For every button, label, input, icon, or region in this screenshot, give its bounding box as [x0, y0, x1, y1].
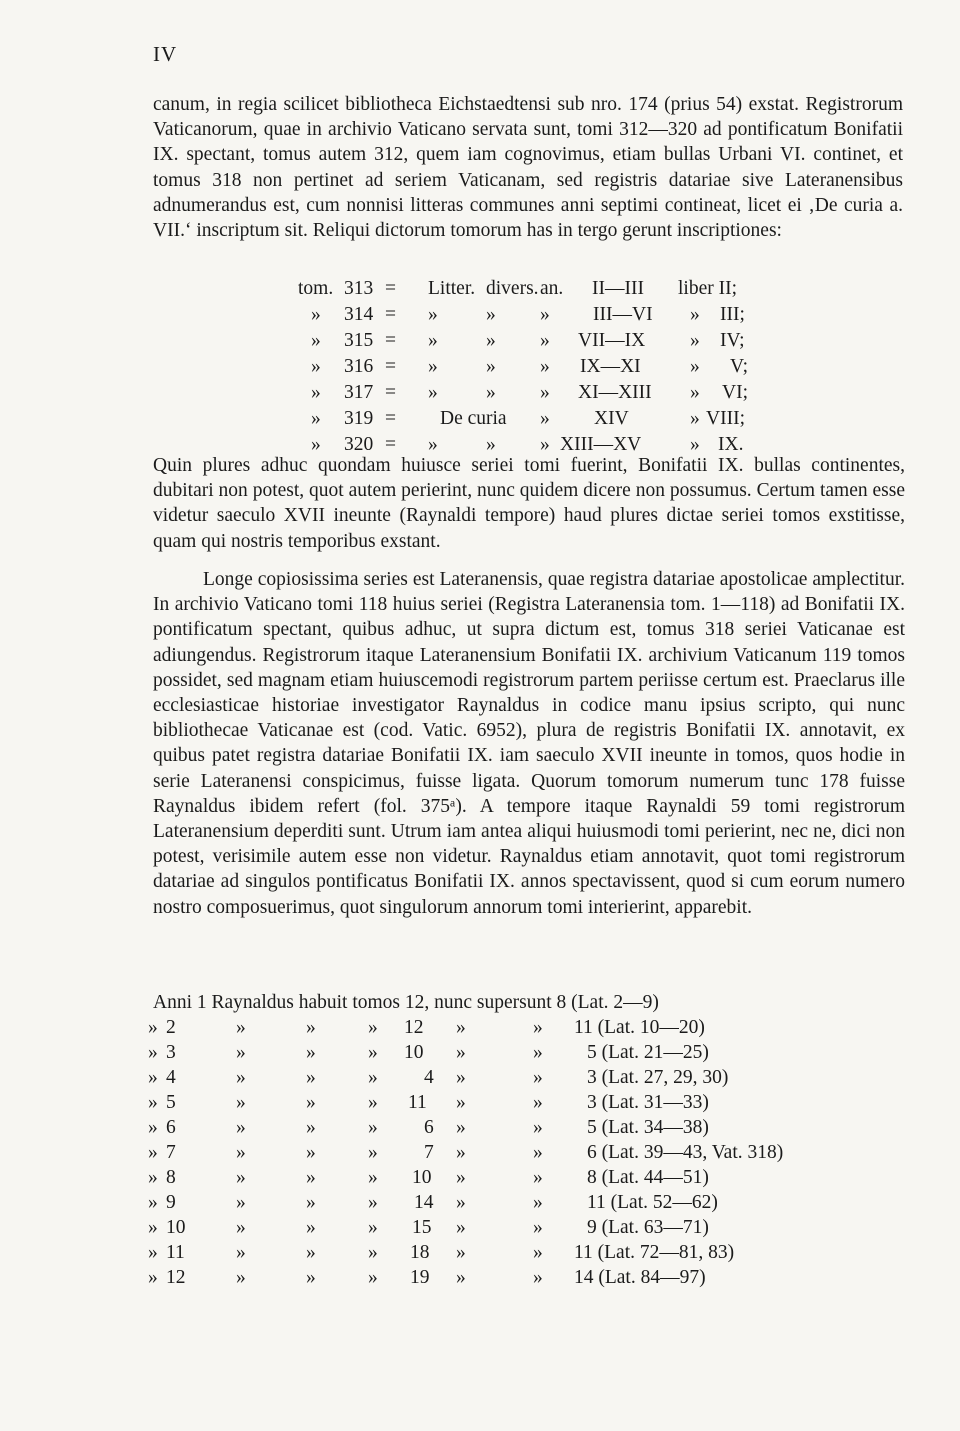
- ditto-mark: »: [148, 1042, 158, 1063]
- ditto-mark: »: [368, 1217, 378, 1238]
- year-range: XI—XIII: [578, 382, 652, 403]
- tomes-extant: 3 (Lat. 27, 29, 30): [587, 1067, 729, 1088]
- ditto-mark: »: [306, 1117, 316, 1138]
- anni-row: [0, 1067, 960, 1091]
- ditto-mark: »: [148, 1017, 158, 1038]
- liber-number: III;: [720, 304, 745, 325]
- tomes-had: 15: [412, 1217, 432, 1238]
- anni-row: [0, 1092, 960, 1116]
- ditto-mark: »: [148, 1167, 158, 1188]
- tomes-extant: 3 (Lat. 31—33): [587, 1092, 709, 1113]
- liber-number: IX.: [718, 434, 744, 455]
- ditto-mark: »: [456, 1192, 466, 1213]
- year-number: 8: [166, 1167, 176, 1188]
- year-number: 7: [166, 1142, 176, 1163]
- ditto-mark: »: [456, 1042, 466, 1063]
- ditto-mark: »: [148, 1092, 158, 1113]
- ditto-mark: »: [533, 1092, 543, 1113]
- ditto-mark: »: [690, 408, 700, 429]
- ditto-mark: »: [486, 304, 496, 325]
- liber-number: VI;: [722, 382, 748, 403]
- ditto-mark: »: [540, 330, 550, 351]
- ditto-mark: »: [540, 304, 550, 325]
- ditto-mark: »: [236, 1067, 246, 1088]
- ditto-mark: »: [148, 1142, 158, 1163]
- paragraph-registra-vaticana: canum, in regia scilicet bibliotheca Eichstaedtensi sub nro. 174 (prius 54) exstat. Registrorum Vaticanorum, quae in archivio Vaticano servata sunt, tomi 312—320 ad pontificatum Bonifatii IX. spectant, tomus autem 312, quem iam cognovimus, etiam bullas Urbani VI. continet, et tomus 318 non pertinet ad seriem Vaticanam, sed registris datariae sive Lateranensibus adnumerandus est, cum nonnisi litteras communes anni septimi contineat, licet ei ‚De curia a. VII.‘ inscriptum sit. Reliqui dictorum tomorum has in tergo gerunt inscriptiones:: [153, 94, 903, 242]
- ditto-mark: »: [428, 434, 438, 455]
- tomes-had: 18: [410, 1242, 430, 1263]
- ditto-mark: »: [306, 1142, 316, 1163]
- liber-number: VIII;: [706, 408, 745, 429]
- anni-row: [0, 1117, 960, 1141]
- ditto-mark: »: [306, 1192, 316, 1213]
- ditto-mark: »: [306, 1242, 316, 1263]
- ditto-mark: »: [236, 1117, 246, 1138]
- tomes-extant: 8 (Lat. 44—51): [587, 1167, 709, 1188]
- equals-sign: =: [385, 356, 396, 377]
- paragraph-lateranensis: Longe copiosissima series est Lateranensis, quae registra datariae apostolicae amplectitur. In archivio Vaticano tomi 118 huius seriei (Registra Lateranensia tom. 1—118) ad Bonifatii IX. pontificatum spectant, quibus adhuc, ut supra dictum est, tomus 318 seriei Vaticanae est adiungendus. Registrorum itaque Lateranensium Bonifatii IX. archivium Vaticanum 119 tomos possidet, sed magnam etiam huiuscemodi registrorum partem periisse certum est. Praeclarus ille ecclesiasticae historiae investigator Raynaldus in codice manu ipsius scripto, qui nunc bibliothecae Vaticanae est (cod. Vatic. 6952), plura de registris Bonifatii IX. annotavit, ex quibus patet registra datariae Bonifatii IX. iam saeculo XVII ineunte in tomos, quos hodie in serie Lateranensi conspicimus, fuisse ligata. Quorum tomorum numerum tunc 178 fuisse Raynaldus ibidem refert (fol. 375ᵃ). A tempore itaque Raynaldi 59 tomi registrorum Lateranensium deperditi sunt. Utrum iam antea aliqui huiusmodi tomi perierint, nec ne, dici non potest, verisimile autem esse non videtur. Raynaldus etiam annotavit, quot tomi registrorum datariae ad singulos pontificatus Bonifatii IX. annos spectavissent, quod si cum eorum numero nostro composuerimus, quot singulorum annorum tomi interierint, apparebit.: [153, 569, 905, 918]
- tomes-had: 10: [404, 1042, 424, 1063]
- anni-row: [0, 1142, 960, 1166]
- ditto-mark: »: [306, 1042, 316, 1063]
- ditto-mark: »: [236, 1092, 246, 1113]
- year-number: 10: [166, 1217, 186, 1238]
- tome-number: 313: [344, 278, 374, 299]
- ditto-mark: »: [311, 382, 321, 403]
- ditto-mark: »: [486, 382, 496, 403]
- year-number: 11: [166, 1242, 185, 1263]
- ditto-mark: »: [306, 1267, 316, 1288]
- ditto-mark: »: [306, 1217, 316, 1238]
- year-range: II—III: [592, 278, 644, 299]
- ditto-mark: »: [533, 1242, 543, 1263]
- ditto-mark: »: [456, 1242, 466, 1263]
- anni-row: [0, 1217, 960, 1241]
- ditto-mark: »: [311, 356, 321, 377]
- equals-sign: =: [385, 434, 396, 455]
- ditto-mark: »: [311, 304, 321, 325]
- ditto-mark: »: [690, 382, 700, 403]
- ditto-mark: »: [311, 330, 321, 351]
- inscription-word: De curia: [440, 408, 507, 429]
- anni-row: [0, 1242, 960, 1266]
- ditto-mark: »: [486, 330, 496, 351]
- ditto-mark: »: [533, 1217, 543, 1238]
- ditto-mark: »: [428, 356, 438, 377]
- ditto-mark: »: [690, 304, 700, 325]
- equals-sign: =: [385, 408, 396, 429]
- ditto-mark: »: [690, 330, 700, 351]
- page-number: IV: [153, 42, 178, 66]
- year-number: 3: [166, 1042, 176, 1063]
- equals-sign: =: [385, 304, 396, 325]
- ditto-mark: »: [540, 356, 550, 377]
- ditto-mark: »: [368, 1167, 378, 1188]
- tomes-extant: 11 (Lat. 72—81, 83): [574, 1242, 735, 1263]
- ditto-mark: »: [306, 1017, 316, 1038]
- year-number: 12: [166, 1267, 186, 1288]
- ditto-mark: »: [368, 1067, 378, 1088]
- tomes-had: 14: [414, 1192, 434, 1213]
- ditto-mark: »: [533, 1192, 543, 1213]
- tome-number: 320: [344, 434, 374, 455]
- ditto-mark: »: [236, 1242, 246, 1263]
- year-number: 2: [166, 1017, 176, 1038]
- row-prefix: tom.: [298, 278, 334, 299]
- paragraph-vaticana-lost: Quin plures adhuc quondam huiusce seriei tomi fuerint, Bonifatii IX. bullas continentes, dubitari non potest, quot autem perierint, nunc quidem dicere non possumus. Certum tamen esse videtur saeculo XVII ineunte (Raynaldi tempore) haud plures dictae seriei tomos exstitisse, quam qui nostris temporibus exstant.: [153, 455, 905, 552]
- ditto-mark: »: [456, 1142, 466, 1163]
- ditto-mark: »: [368, 1017, 378, 1038]
- ditto-mark: »: [456, 1267, 466, 1288]
- tome-number: 319: [344, 408, 374, 429]
- inscription-row: [0, 356, 960, 380]
- ditto-mark: »: [368, 1042, 378, 1063]
- year-range: XIII—XV: [560, 434, 642, 455]
- tomes-had: 19: [410, 1267, 430, 1288]
- tome-number: 315: [344, 330, 374, 351]
- ditto-mark: »: [690, 434, 700, 455]
- ditto-mark: »: [306, 1167, 316, 1188]
- ditto-mark: »: [533, 1017, 543, 1038]
- year-number: 6: [166, 1117, 176, 1138]
- ditto-mark: »: [306, 1067, 316, 1088]
- ditto-mark: »: [540, 434, 550, 455]
- ditto-mark: »: [148, 1242, 158, 1263]
- anni-row: [0, 1042, 960, 1066]
- ditto-mark: »: [533, 1042, 543, 1063]
- ditto-mark: »: [311, 408, 321, 429]
- inscription-word: divers.: [486, 278, 539, 299]
- tomes-extant: 11 (Lat. 10—20): [574, 1017, 705, 1038]
- inscription-word: an.: [540, 278, 564, 299]
- ditto-mark: »: [456, 1117, 466, 1138]
- inscription-row: [0, 304, 960, 328]
- ditto-mark: »: [486, 356, 496, 377]
- ditto-mark: »: [236, 1217, 246, 1238]
- tomes-extant: 5 (Lat. 21—25): [587, 1042, 709, 1063]
- ditto-mark: »: [306, 1092, 316, 1113]
- equals-sign: =: [385, 382, 396, 403]
- inscription-row: [0, 408, 960, 432]
- liber-number: IV;: [720, 330, 745, 351]
- inscription-word: Litter.: [428, 278, 476, 299]
- year-range: IX—XI: [580, 356, 641, 377]
- year-range: III—VI: [593, 304, 653, 325]
- equals-sign: =: [385, 278, 396, 299]
- year-number: 5: [166, 1092, 176, 1113]
- ditto-mark: »: [311, 434, 321, 455]
- liber-number: V;: [730, 356, 749, 377]
- tomes-extant: 5 (Lat. 34—38): [587, 1117, 709, 1138]
- tomes-extant: 14 (Lat. 84—97): [574, 1267, 706, 1288]
- ditto-mark: »: [533, 1267, 543, 1288]
- ditto-mark: »: [368, 1242, 378, 1263]
- ditto-mark: »: [368, 1192, 378, 1213]
- ditto-mark: »: [148, 1192, 158, 1213]
- tomes-extant: 9 (Lat. 63—71): [587, 1217, 709, 1238]
- ditto-mark: »: [456, 1017, 466, 1038]
- equals-sign: =: [385, 330, 396, 351]
- ditto-mark: »: [236, 1042, 246, 1063]
- tomes-had: 7: [424, 1142, 434, 1163]
- tomes-had: 4: [424, 1067, 434, 1088]
- liber-number: liber II;: [678, 278, 738, 299]
- tomes-had: 6: [424, 1117, 434, 1138]
- anni-row: [0, 1017, 960, 1041]
- year-range: XIV: [594, 408, 629, 429]
- ditto-mark: »: [368, 1142, 378, 1163]
- year-number: 4: [166, 1067, 176, 1088]
- tomes-had: 12: [404, 1017, 424, 1038]
- ditto-mark: »: [236, 1267, 246, 1288]
- ditto-mark: »: [533, 1142, 543, 1163]
- ditto-mark: »: [148, 1067, 158, 1088]
- tome-number: 314: [344, 304, 374, 325]
- ditto-mark: »: [486, 434, 496, 455]
- ditto-mark: »: [533, 1167, 543, 1188]
- anni-row: [0, 1267, 960, 1291]
- ditto-mark: »: [690, 356, 700, 377]
- ditto-mark: »: [236, 1142, 246, 1163]
- ditto-mark: »: [456, 1092, 466, 1113]
- year-range: VII—IX: [578, 330, 646, 351]
- ditto-mark: »: [533, 1117, 543, 1138]
- anni-row: [0, 1192, 960, 1216]
- ditto-mark: »: [236, 1017, 246, 1038]
- ditto-mark: »: [368, 1267, 378, 1288]
- ditto-mark: »: [368, 1117, 378, 1138]
- ditto-mark: »: [236, 1167, 246, 1188]
- inscription-row: [0, 330, 960, 354]
- ditto-mark: »: [368, 1092, 378, 1113]
- ditto-mark: »: [456, 1067, 466, 1088]
- ditto-mark: »: [456, 1217, 466, 1238]
- ditto-mark: »: [148, 1217, 158, 1238]
- ditto-mark: »: [428, 330, 438, 351]
- anni-header: [0, 992, 960, 1016]
- ditto-mark: »: [540, 382, 550, 403]
- tomes-extant: 6 (Lat. 39—43, Vat. 318): [587, 1142, 784, 1163]
- year-number: 9: [166, 1192, 176, 1213]
- tome-number: 317: [344, 382, 374, 403]
- ditto-mark: »: [456, 1167, 466, 1188]
- inscription-row: [0, 382, 960, 406]
- tomes-had: 11: [408, 1092, 427, 1113]
- ditto-mark: »: [540, 408, 550, 429]
- tomes-had: 10: [412, 1167, 432, 1188]
- ditto-mark: »: [148, 1267, 158, 1288]
- anni-header-text: Anni 1 Raynaldus habuit tomos 12, nunc supersunt 8 (Lat. 2—9): [153, 992, 659, 1013]
- inscription-row: [0, 278, 960, 302]
- ditto-mark: »: [428, 382, 438, 403]
- ditto-mark: »: [236, 1192, 246, 1213]
- ditto-mark: »: [148, 1117, 158, 1138]
- anni-row: [0, 1167, 960, 1191]
- tome-number: 316: [344, 356, 374, 377]
- ditto-mark: »: [428, 304, 438, 325]
- tomes-extant: 11 (Lat. 52—62): [587, 1192, 718, 1213]
- ditto-mark: »: [533, 1067, 543, 1088]
